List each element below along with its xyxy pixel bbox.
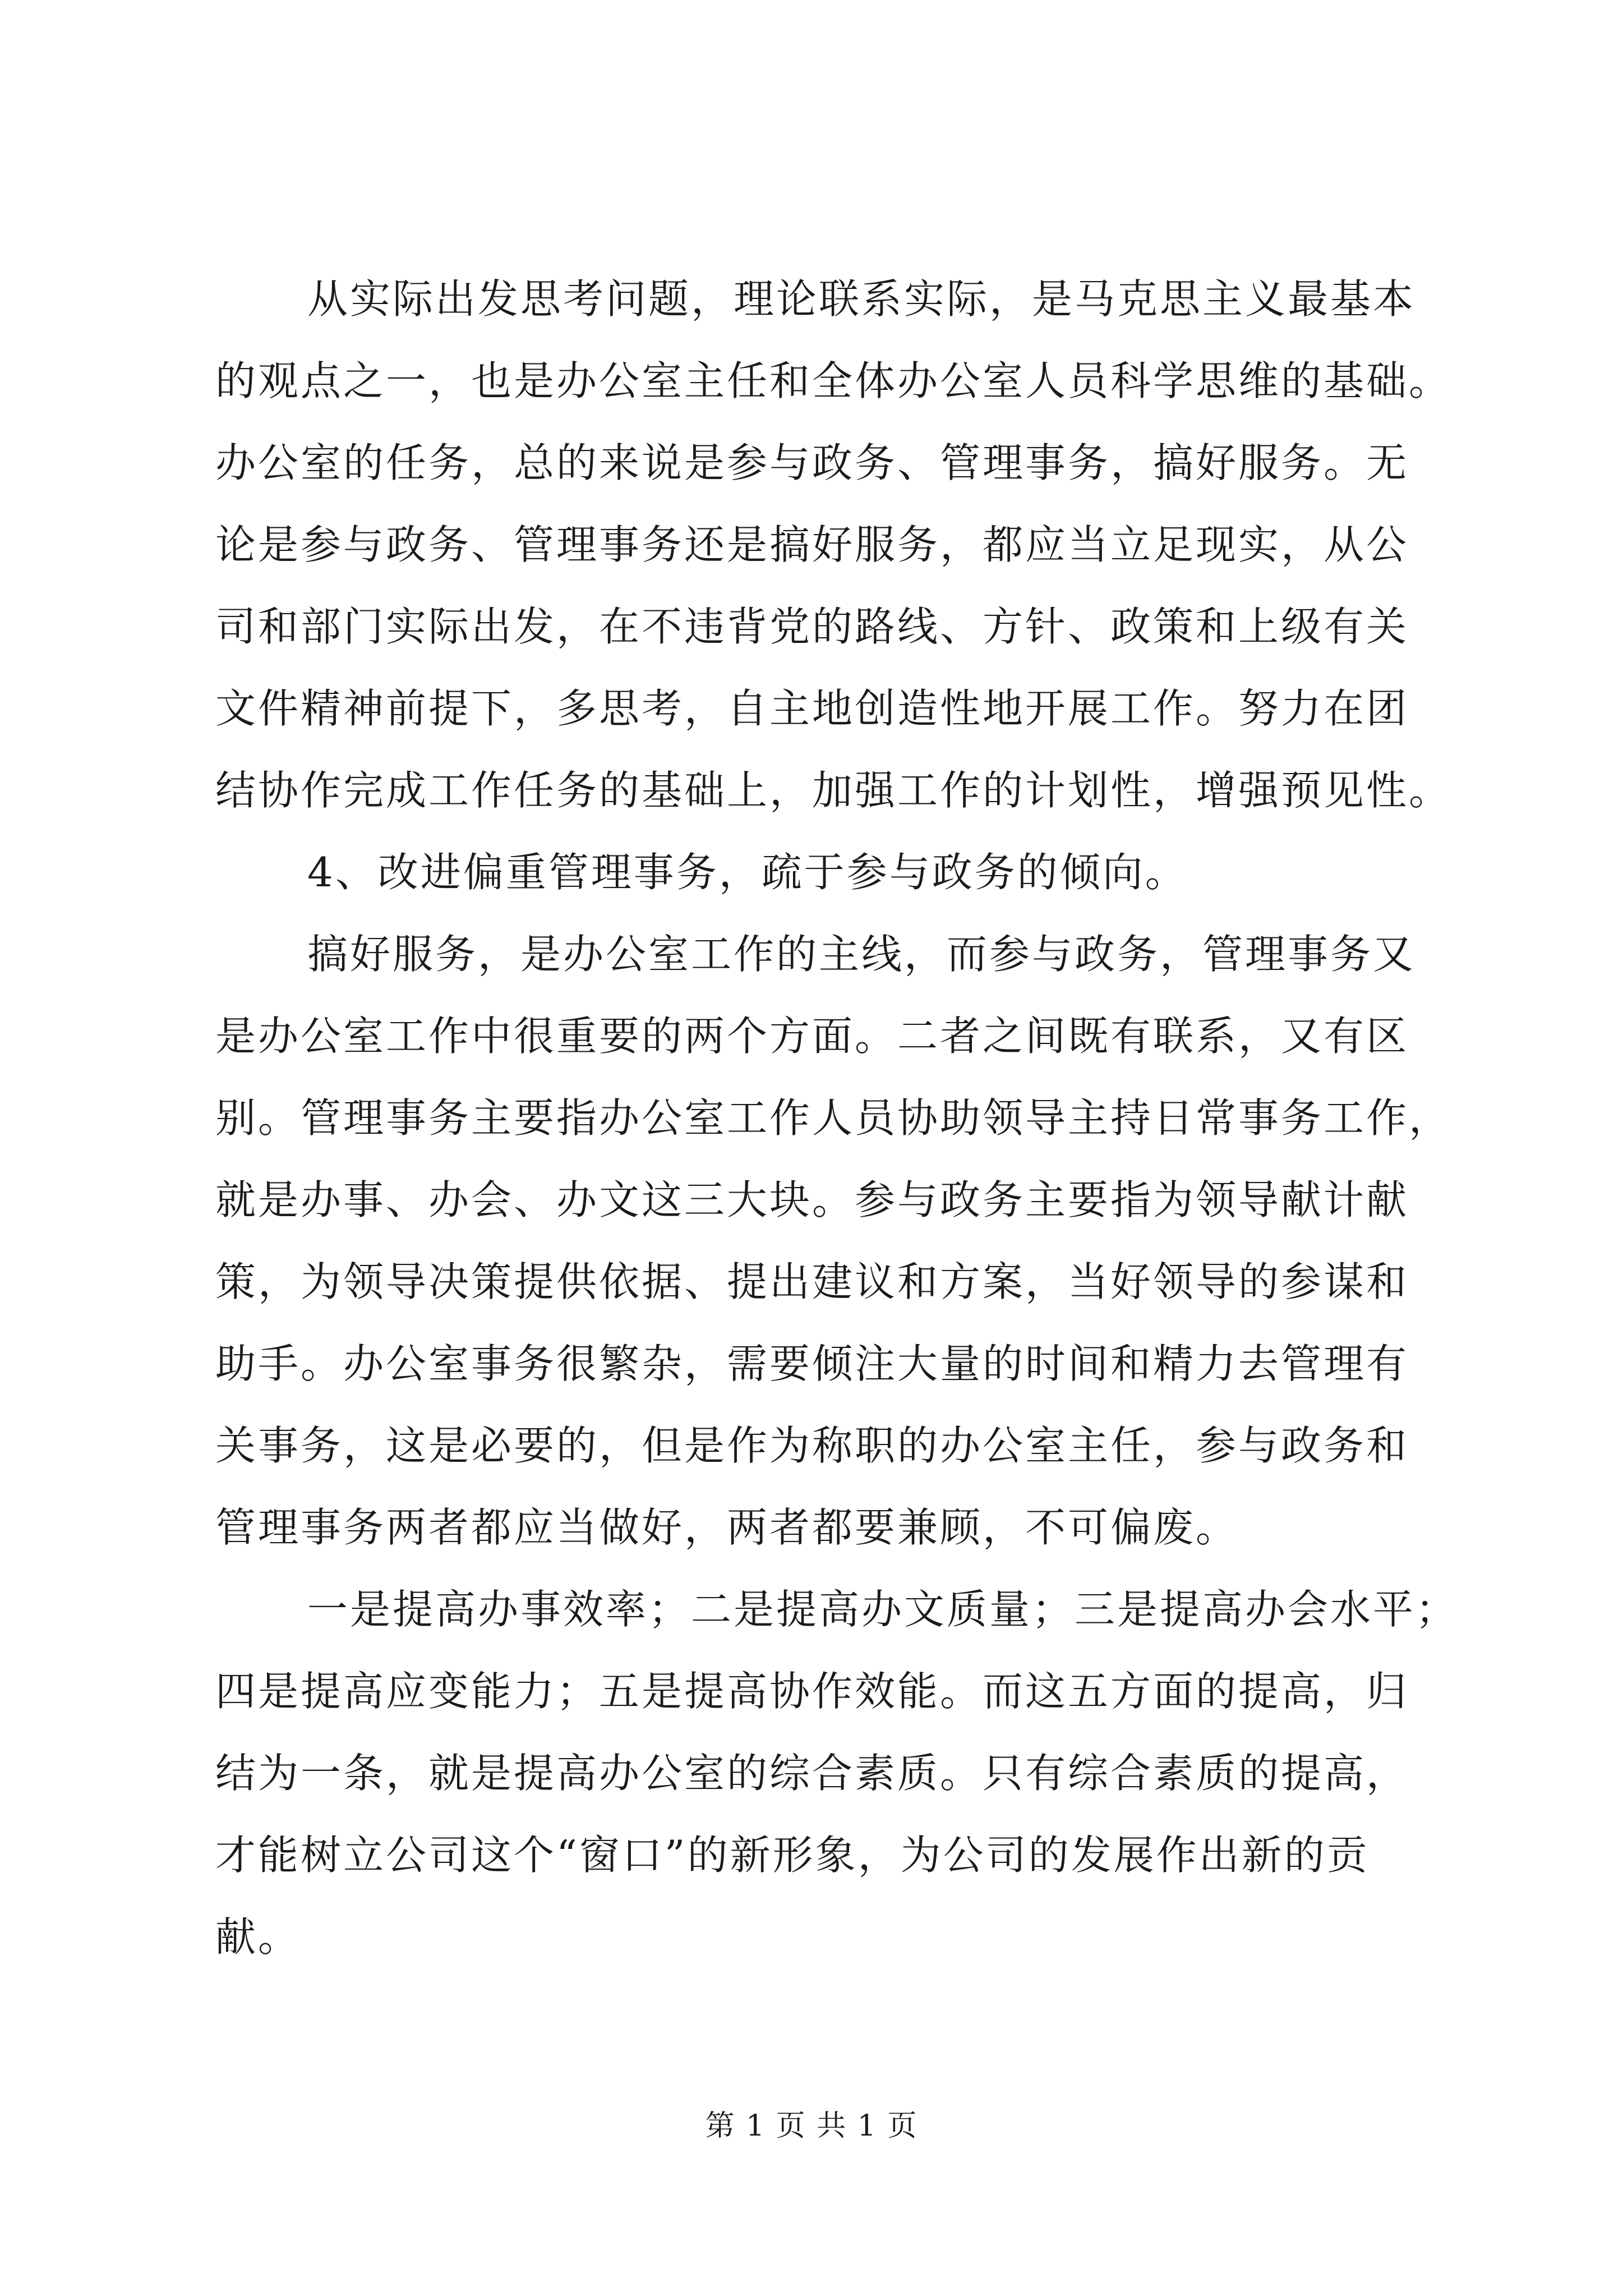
paragraph-3-line-2: 四是提高应变能力；五是提高协作效能。而这五方面的提高，归	[215, 1668, 1409, 1715]
paragraph-3-line-3: 结为一条，就是提高办公室的综合素质。只有综合素质的提高，	[215, 1750, 1409, 1797]
paragraph-2-line-5: 策，为领导决策提供依据、提出建议和方案，当好领导的参谋和	[215, 1258, 1409, 1305]
page-number-footer: 第 1 页 共 1 页	[705, 2109, 918, 2143]
paragraph-1-line-1: 从实际出发思考问题，理论联系实际，是马克思主义最基本	[307, 275, 1416, 323]
paragraph-2-line-3: 别。管理事务主要指办公室工作人员协助领导主持日常事务工作，	[215, 1094, 1452, 1142]
paragraph-1-line-6: 文件精神前提下，多思考，自主地创造性地开展工作。努力在团	[215, 685, 1409, 732]
paragraph-2-line-7: 关事务，这是必要的，但是作为称职的办公室主任，参与政务和	[215, 1422, 1409, 1469]
paragraph-3-line-5: 献。	[215, 1913, 301, 1961]
paragraph-2-line-6: 助手。办公室事务很繁杂，需要倾注大量的时间和精力去管理有	[215, 1340, 1409, 1387]
paragraph-2-line-1: 搞好服务，是办公室工作的主线，而参与政务，管理事务又	[307, 931, 1416, 978]
section-heading-4: 4、改进偏重管理事务，疏于参与政务的倾向。	[307, 849, 1188, 896]
paragraph-1-line-4: 论是参与政务、管理事务还是搞好服务，都应当立足现实，从公	[215, 521, 1409, 568]
paragraph-1-line-2: 的观点之一，也是办公室主任和全体办公室人员科学思维的基础。	[215, 357, 1452, 404]
document-body	[215, 258, 1459, 1978]
paragraph-1-line-3: 办公室的任务，总的来说是参与政务、管理事务，搞好服务。无	[215, 439, 1409, 486]
paragraph-1-line-7: 结协作完成工作任务的基础上，加强工作的计划性，增强预见性。	[215, 767, 1452, 814]
paragraph-2-line-4: 就是办事、办会、办文这三大块。参与政务主要指为领导献计献	[215, 1176, 1409, 1223]
paragraph-3-line-1: 一是提高办事效率；二是提高办文质量；三是提高办会水平；	[307, 1586, 1459, 1633]
paragraph-2-line-8: 管理事务两者都应当做好，两者都要兼顾，不可偏废。	[215, 1504, 1239, 1551]
paragraph-3-line-4: 才能树立公司这个“窗口”的新形象，为公司的发展作出新的贡	[215, 1832, 1370, 1879]
paragraph-1-line-5: 司和部门实际出发，在不违背党的路线、方针、政策和上级有关	[215, 603, 1409, 650]
paragraph-2-line-2: 是办公室工作中很重要的两个方面。二者之间既有联系，又有区	[215, 1013, 1409, 1060]
